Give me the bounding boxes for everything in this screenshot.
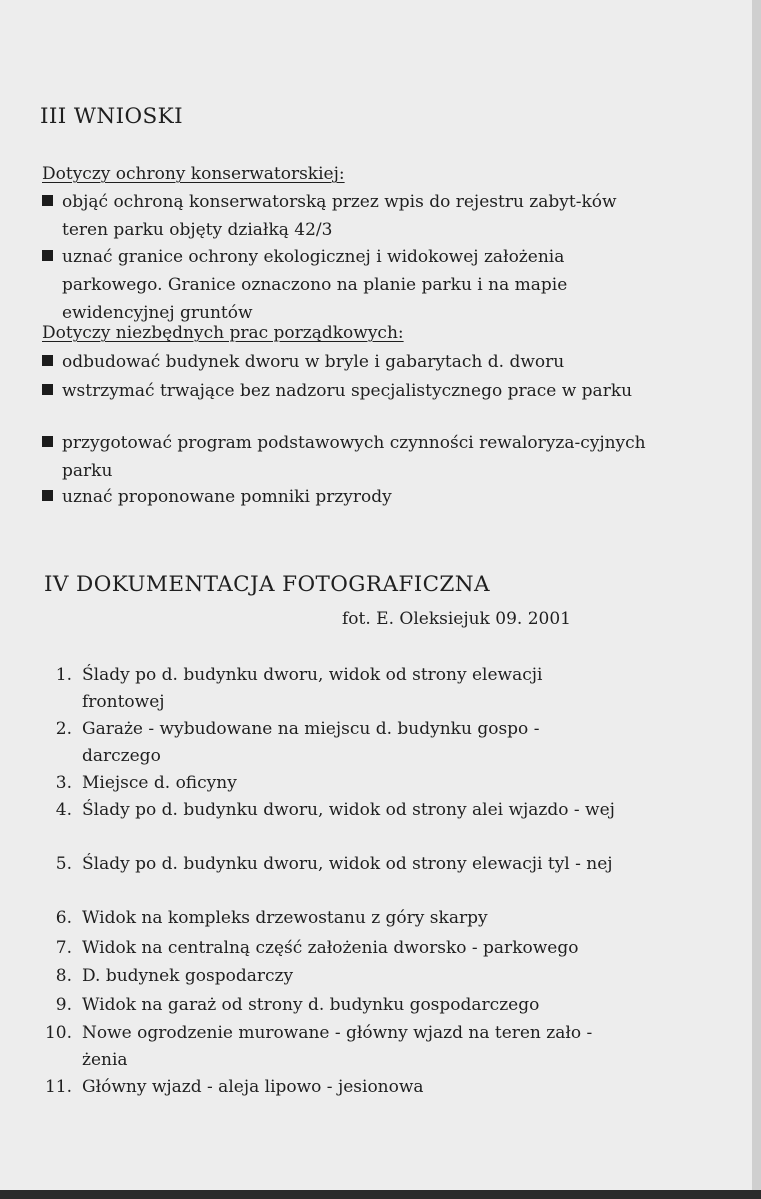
- bullet-square-icon: [42, 250, 53, 261]
- photo-list-item: [40, 770, 660, 797]
- photo-list-item: [40, 1074, 660, 1101]
- section-4-title: IV DOKUMENTACJA FOTOGRAFICZNA: [44, 572, 490, 597]
- photo-credit: fot. E. Oleksiejuk 09. 2001: [342, 609, 571, 629]
- photo-item-caption: Widok na garaż od strony d. budynku gospodarczego: [82, 995, 540, 1015]
- photo-item-number: 1.: [55, 665, 72, 685]
- photo-item-caption: Ślady po d. budynku dworu, widok od strony alei wjazdo - wej: [82, 800, 615, 820]
- conservation-item-2: [42, 243, 652, 327]
- bullet-square-icon: [42, 436, 53, 447]
- photo-item-caption: Ślady po d. budynku dworu, widok od strony elewacji frontowej: [82, 665, 543, 712]
- photo-list-item: [40, 1020, 660, 1074]
- bullet-square-icon: [42, 195, 53, 206]
- bullet-square-icon: [42, 490, 53, 501]
- photo-item-number: 3.: [55, 773, 72, 793]
- conservation-item-2-text: uznać granice ochrony ekologicznej i widokowej założenia parkowego. Granice oznaczono na planie parku i na mapie ewidencyjnej gruntów: [62, 247, 568, 323]
- maintenance-item-4-text: uznać proponowane pomniki przyrody: [62, 487, 392, 507]
- photo-item-caption: Miejsce d. oficyny: [82, 773, 237, 793]
- photo-list-item: [40, 992, 660, 1019]
- photo-item-number: 7.: [55, 938, 72, 958]
- photo-list-item: [40, 851, 660, 878]
- maintenance-item-4: [42, 483, 652, 511]
- photo-list-item: [40, 963, 660, 990]
- section-3-title: III WNIOSKI: [40, 104, 184, 129]
- conservation-subheading: Dotyczy ochrony konserwatorskiej:: [42, 164, 345, 184]
- maintenance-item-1: [42, 348, 652, 376]
- maintenance-item-2-text: wstrzymać trwające bez nadzoru specjalistycznego prace w parku: [62, 381, 633, 401]
- photo-item-number: 11.: [44, 1077, 72, 1097]
- photo-item-number: 4.: [55, 800, 72, 820]
- bullet-square-icon: [42, 355, 53, 366]
- photo-item-number: 6.: [55, 908, 72, 928]
- page-edge-bottom: [0, 1190, 761, 1199]
- photo-list-item: [40, 797, 660, 824]
- maintenance-item-3: [42, 429, 652, 485]
- photo-item-number: 2.: [55, 719, 72, 739]
- photo-item-caption: Ślady po d. budynku dworu, widok od strony elewacji tyl - nej: [82, 854, 613, 874]
- bullet-square-icon: [42, 384, 53, 395]
- photo-list-item: [40, 905, 660, 932]
- photo-list-item: [40, 935, 660, 962]
- photo-item-number: 5.: [55, 854, 72, 874]
- photo-list-item: [40, 662, 660, 716]
- maintenance-item-1-text: odbudować budynek dworu w bryle i gabarytach d. dworu: [62, 352, 565, 372]
- photo-item-caption: Nowe ogrodzenie murowane - główny wjazd na teren zało - żenia: [82, 1023, 593, 1070]
- photo-item-caption: D. budynek gospodarczy: [82, 966, 294, 986]
- page-edge-right: [752, 0, 761, 1199]
- photo-list-item: [40, 716, 660, 770]
- maintenance-item-3-text: przygotować program podstawowych czynności rewaloryza-cyjnych parku: [62, 433, 646, 481]
- photo-item-caption: Widok na centralną część założenia dworsko - parkowego: [82, 938, 579, 958]
- maintenance-item-2: [42, 377, 652, 405]
- photo-item-caption: Widok na kompleks drzewostanu z góry skarpy: [82, 908, 488, 928]
- conservation-item-1-text: objąć ochroną konserwatorską przez wpis do rejestru zabyt-ków teren parku objęty działką 42/3: [62, 192, 617, 240]
- conservation-item-1: [42, 188, 652, 244]
- photo-item-number: 8.: [55, 966, 72, 986]
- photo-item-number: 9.: [55, 995, 72, 1015]
- photo-item-caption: Garaże - wybudowane na miejscu d. budynku gospo - darczego: [82, 719, 540, 766]
- photo-item-caption: Główny wjazd - aleja lipowo - jesionowa: [82, 1077, 424, 1097]
- photo-item-number: 10.: [44, 1023, 72, 1043]
- maintenance-subheading: Dotyczy niezbędnych prac porządkowych:: [42, 323, 404, 343]
